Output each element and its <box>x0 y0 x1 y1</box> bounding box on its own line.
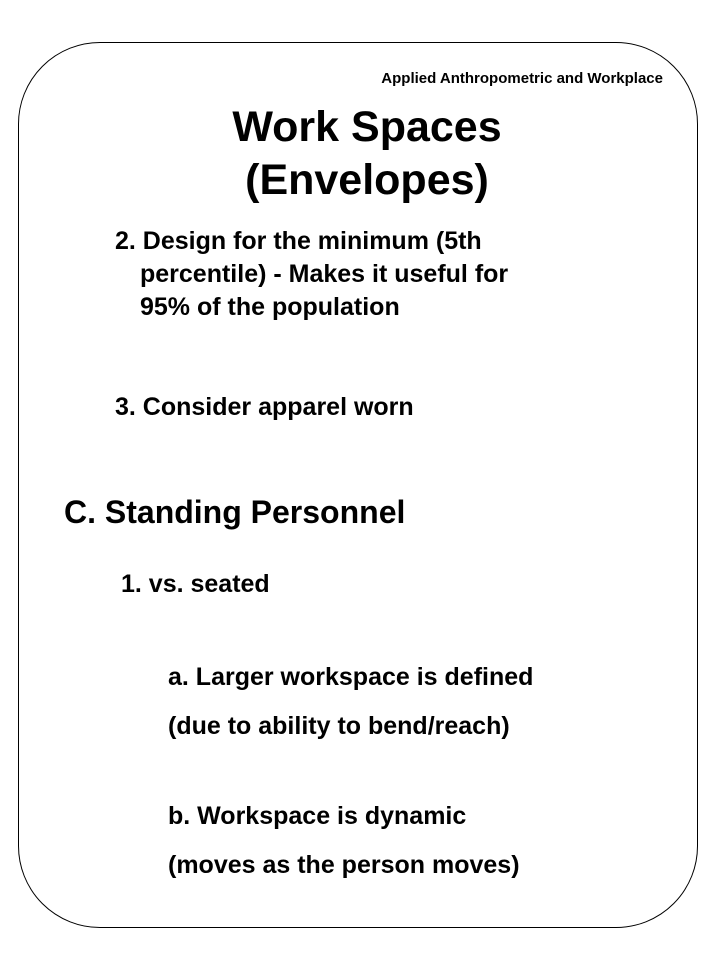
item-2-design-minimum <box>115 225 508 324</box>
slide-title-line-1: Work Spaces <box>232 103 502 151</box>
section-c-heading: C. Standing Personnel <box>64 494 406 530</box>
item-2-line-3: 95% of the population <box>140 293 400 321</box>
sub-point-a-line-1: a. Larger workspace is defined <box>168 663 534 691</box>
point-1-vs-seated: 1. vs. seated <box>121 570 270 598</box>
course-header-note: Applied Anthropometric and Workplace <box>381 70 663 87</box>
item-2-line-1: 2. Design for the minimum (5th <box>115 227 482 255</box>
item-2-line-2: percentile) - Makes it useful for <box>140 260 509 288</box>
sub-point-b-line-1: b. Workspace is dynamic <box>168 802 467 830</box>
sub-point-b-line-2: (moves as the person moves) <box>168 851 520 879</box>
sub-point-a-line-2: (due to ability to bend/reach) <box>168 712 510 740</box>
item-3-apparel: 3. Consider apparel worn <box>115 393 414 421</box>
slide-title-line-2: (Envelopes) <box>245 156 489 204</box>
